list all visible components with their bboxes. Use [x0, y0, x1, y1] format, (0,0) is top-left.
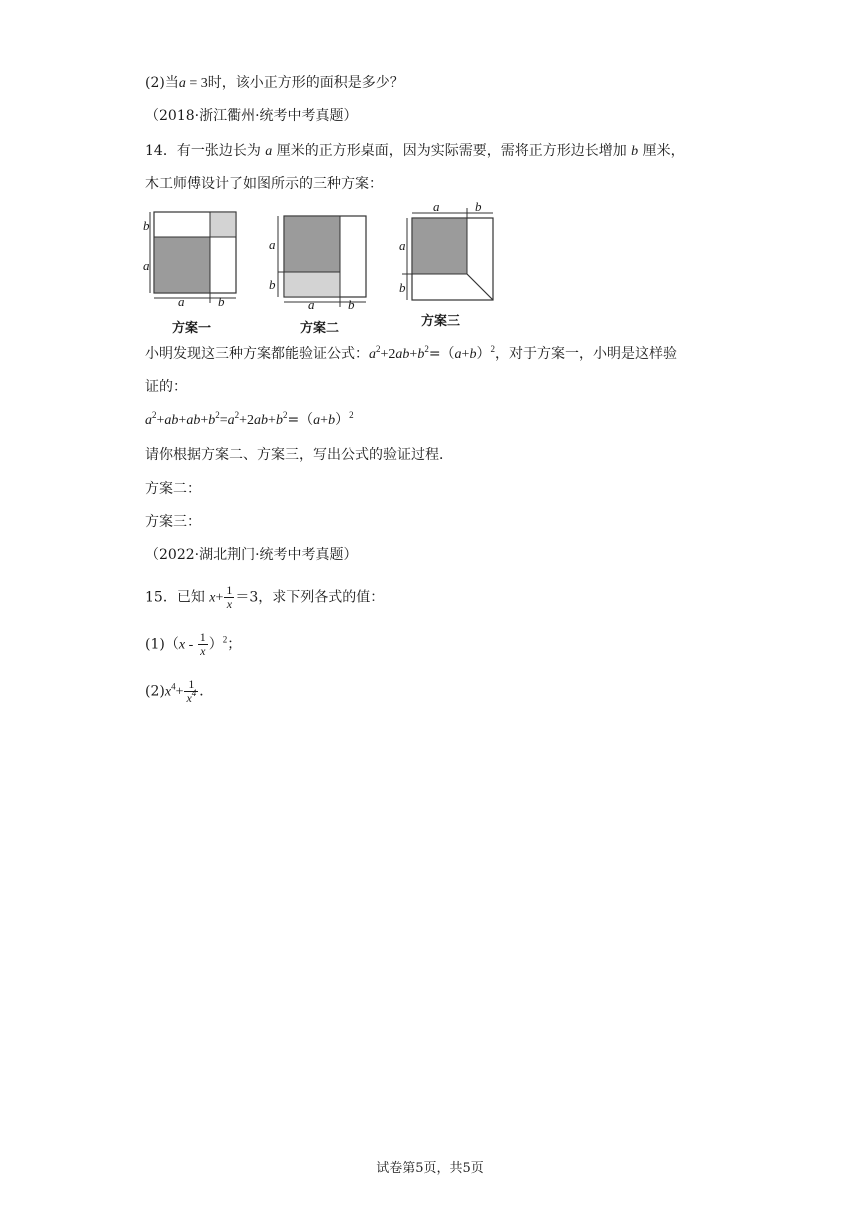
q13-part2: (2)当a = 3时，该小正方形的面积是多少？ [145, 75, 404, 91]
figure-plan-1 [140, 206, 250, 336]
plan3-label-b-left: b [399, 280, 406, 295]
q15-part2-fraction: $\frac{1}{x^4}$ [186, 677, 197, 705]
caption-plan-3: 方案三 [421, 314, 461, 329]
source-2022: （2022·湖北荆门·统考中考真题） [145, 547, 358, 563]
plan1-label-a-bottom: a [178, 294, 185, 309]
figure-plan-2 [264, 206, 374, 336]
plan1-label-b-bottom: b [218, 294, 225, 309]
q14-text2: 证的： [145, 379, 187, 395]
plan2-label-a-bottom: a [308, 297, 315, 312]
q15-stem: 15．已知 x+ $\frac{1}{x}$ ＝3，求下列各式的值： [145, 583, 385, 611]
plan1-label-a-left: a [143, 258, 150, 273]
q14-plan2: 方案二： [145, 481, 201, 497]
q14-formula2: $a^2+ab+ab+b^2=a^2+2ab+b^2=(a+b)^2$ [145, 410, 354, 428]
source-2018: （2018·浙江衢州·统考中考真题） [145, 108, 358, 124]
plan2-label-a-left: a [269, 237, 276, 252]
plan2-label-b-bottom: b [348, 297, 355, 312]
q14-text1: 小明发现这三种方案都能验证公式：$a^2+2ab+b^2=(a+b)^2$，对于方案一，小明是这样验 [145, 344, 677, 362]
caption-plan-2: 方案二 [300, 321, 340, 336]
plan1-label-b-left: b [143, 218, 150, 233]
caption-plan-1: 方案一 [172, 321, 212, 336]
plan3-a-square [412, 218, 467, 274]
q14-line2: 木工师傅设计了如图所示的三种方案： [145, 176, 383, 192]
q14-line1: 14．有一张边长为 a 厘米的正方形桌面，因为实际需要，需将正方形边长增加 b 厘米， [145, 143, 685, 159]
figure-plan-3 [395, 200, 505, 330]
q15-fraction: $\frac{1}{x}$ [226, 583, 233, 611]
plan3-label-a-left: a [399, 238, 406, 253]
q14-plan3: 方案三： [145, 514, 201, 530]
plan3-label-b-top: b [475, 199, 482, 214]
plan1-a-square [154, 237, 210, 293]
q15-part1-fraction: $\frac{1}{x}$ [199, 630, 206, 658]
plan3-label-a-top: a [433, 199, 440, 214]
q15-part2: $(2)x^4+$ $\frac{1}{x^4}$ ． [145, 677, 214, 705]
q14-text3: 请你根据方案二、方案三，写出公式的验证过程． [145, 447, 453, 463]
q15-part1: (1)（x - $\frac{1}{x}$ ）$^2$； [145, 630, 242, 658]
plan2-ab-rect [284, 272, 340, 297]
page-footer: 试卷第5页，共5页 [376, 1161, 484, 1176]
plan1-b-square [210, 212, 236, 237]
plan2-label-b-left: b [269, 277, 276, 292]
plan2-a-square [284, 216, 340, 272]
